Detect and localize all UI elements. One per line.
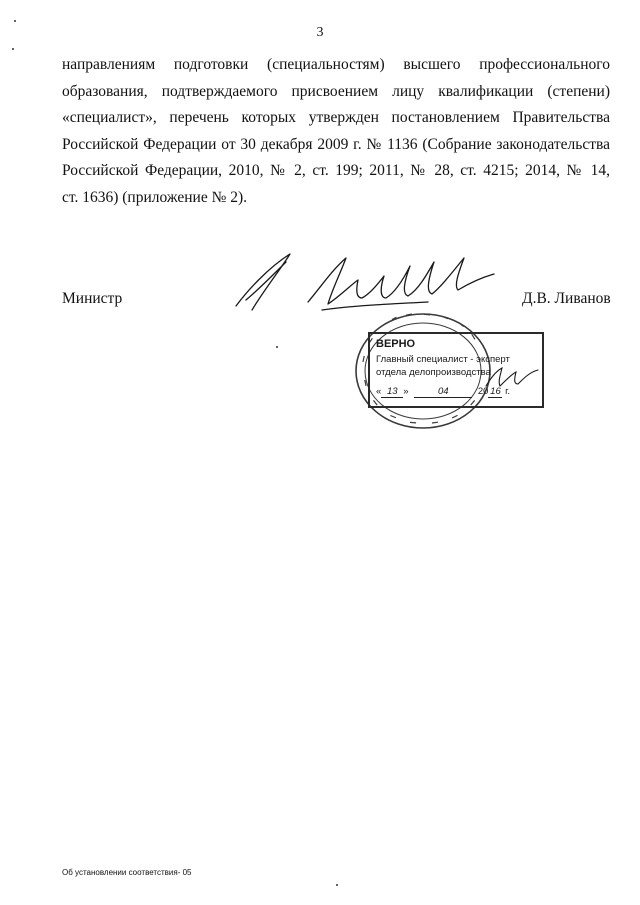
scan-speck (336, 884, 338, 886)
footer-note: Об установлении соответствия- 05 (62, 868, 192, 877)
body-line: Российской Федерации от 30 декабря 2009 г. № 1136 (Собрание законодательства (62, 135, 610, 153)
stamp-date-quote-close: » (403, 386, 409, 397)
stamp-position: Главный специалист - эксперт (376, 354, 510, 365)
body-line: направлениям подготовки (специальностям) высшего профессионального (62, 56, 610, 73)
stamp-date-day: 13 (381, 386, 403, 398)
signer-role: Министр (62, 290, 123, 307)
scan-speck (12, 48, 14, 50)
certification-stamp (368, 332, 544, 408)
stamp-date-year-suffix: 16 (490, 386, 501, 397)
handwritten-signature (228, 240, 504, 320)
stamp-date-month: 04 (414, 386, 472, 398)
stamp-date-year-prefix: 20 (477, 386, 489, 397)
signer-name: Д.В. Ливанов (522, 290, 611, 307)
body-line: ст. 1636) (приложение № 2). (62, 188, 248, 206)
scan-speck (276, 346, 278, 348)
body-line: «специалист», перечень которых утвержден постановлением Правительства (62, 109, 610, 126)
stamp-department: отдела делопроизводства (376, 367, 491, 378)
stamp-verified-label: ВЕРНО (376, 338, 416, 350)
page-number: 3 (316, 25, 324, 40)
stamp-date (376, 386, 536, 398)
body-line: Российской Федерации, 2010, № 2, ст. 199; 2011, № 28, ст. 4215; 2014, № 14, (62, 162, 610, 179)
body-line: образования, подтверждаемого присвоением лицу квалификации (степени) (62, 82, 610, 100)
stamp-date-year-unit: г. (505, 386, 511, 397)
stamp-date-quote-open: « (376, 386, 382, 397)
body-paragraph (62, 52, 610, 211)
scan-speck (14, 20, 16, 22)
